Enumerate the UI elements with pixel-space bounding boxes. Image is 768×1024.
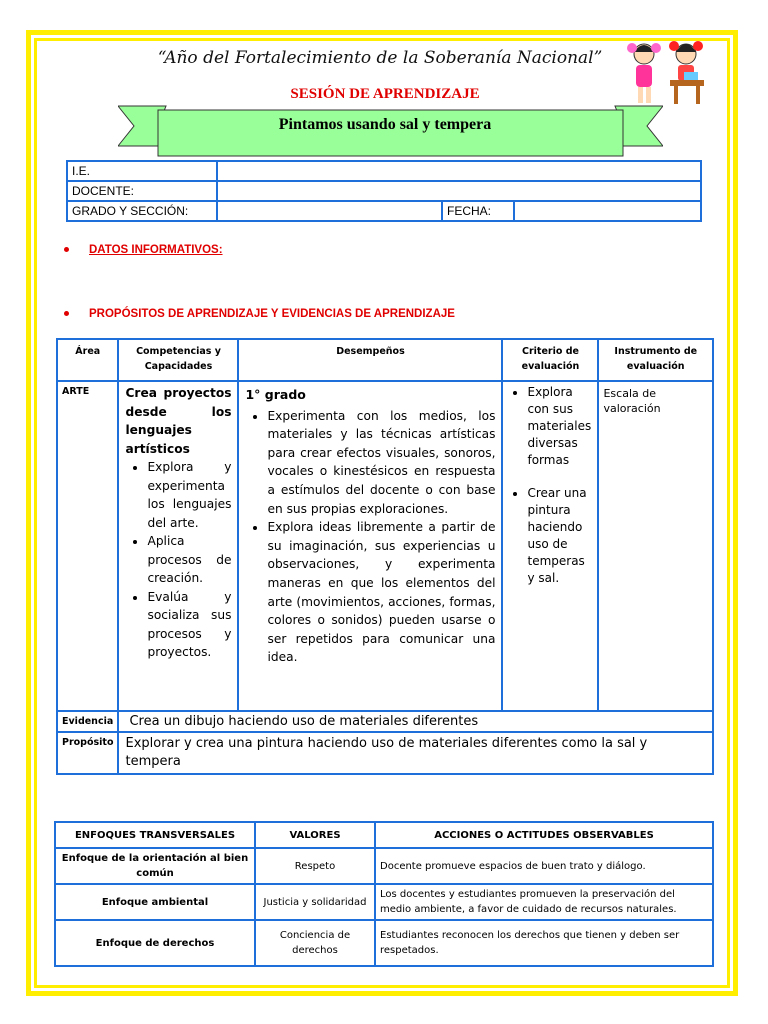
header-criterio: Criterio de evaluación [502,339,598,381]
section-propositos: PROPÓSITOS DE APRENDIZAJE Y EVIDENCIAS DE APRENDIZAJE [64,308,455,320]
accion-cell: Estudiantes reconocen los derechos que tienen y deben ser respetados. [375,920,713,966]
instrumento-cell: Escala de valoración [598,381,713,711]
header-acciones: ACCIONES O ACTITUDES OBSERVABLES [375,822,713,848]
ie-field[interactable] [217,161,701,181]
header-instrumento: Instrumento de evaluación [598,339,713,381]
header-area: Área [57,339,118,381]
desempenos-list [245,407,495,667]
docente-label: DOCENTE: [67,181,217,201]
accion-cell: Los docentes y estudiantes promueven la preservación del medio ambiente, a favor de cuidado de recursos naturales. [375,884,713,920]
capacidades-list [125,458,231,662]
accion-cell: Docente promueve espacios de buen trato y diálogo. [375,848,713,884]
competencias-cell [118,381,238,711]
enfoque-cell: Enfoque de la orientación al bien común [55,848,255,884]
enfoques-table [54,821,714,967]
grade-label: 1° grado [245,387,306,402]
header-competencias: Competencias y Capacidades [118,339,238,381]
learning-table [56,338,714,775]
list-item: • Crear una pintura haciendo uso de temperas y sal. [527,485,593,587]
list-item: • Explora ideas libremente a partir de su imaginación, sus experiencias u observaciones, y experimenta maneras en que los elementos del arte (movimientos, acciones, formas, colores o sonidos) pueden usarse o ser repetidos para comunicar una idea. [267,518,495,667]
grado-label: GRADO Y SECCIÓN: [67,201,217,221]
evidencia-label: Evidencia [57,711,118,732]
valor-cell: Conciencia de derechos [255,920,375,966]
docente-field[interactable] [217,181,701,201]
proposito-text: Explorar y crea una pintura haciendo uso de materiales diferentes como la sal y tempera [118,732,713,774]
section-datos-informativos: DATOS INFORMATIVOS: [64,244,223,256]
area-cell: ARTE [57,381,118,711]
enfoque-cell: Enfoque ambiental [55,884,255,920]
criterios-list [505,384,593,587]
list-item: • Explora con sus materiales diversas formas [527,384,593,469]
session-title: SESIÓN DE APRENDIZAJE [290,86,480,102]
list-item: • Explora y experimenta los lenguajes del arte. [147,458,231,532]
enfoque-cell: Enfoque de derechos [55,920,255,966]
children-illustration [622,38,714,108]
lesson-title: Pintamos usando sal y tempera [278,116,492,133]
proposito-label: Propósito [57,732,118,774]
info-table [66,160,702,222]
header-valores: VALORES [255,822,375,848]
valor-cell: Justicia y solidaridad [255,884,375,920]
bullet-dot [64,247,69,252]
desempenos-cell [238,381,502,711]
ie-label: I.E. [67,161,217,181]
competencia-title: Crea proyectos desde los lenguajes artísticos [125,386,232,456]
evidencia-text: Crea un dibujo haciendo uso de materiales diferentes [118,711,713,732]
fecha-label: FECHA: [442,201,514,221]
valor-cell: Respeto [255,848,375,884]
grado-field[interactable] [217,201,442,221]
list-item: • Evalúa y socializa sus procesos y proyectos. [147,588,231,662]
header-desempenos: Desempeños [238,339,502,381]
list-item: • Experimenta con los medios, los materiales y las técnicas artísticas para crear efectos visuales, sonoros, vocales o kinestésicos en respuesta a estímulos del docente o con base en sus propias exploraciones. [267,407,495,519]
year-title: “Año del Fortalecimiento de la Soberanía Nacional” [157,48,603,68]
fecha-field[interactable] [514,201,701,221]
list-item: • Aplica procesos de creación. [147,532,231,588]
bullet-dot [64,311,69,316]
criterio-cell [502,381,598,711]
header-enfoques: ENFOQUES TRANSVERSALES [55,822,255,848]
